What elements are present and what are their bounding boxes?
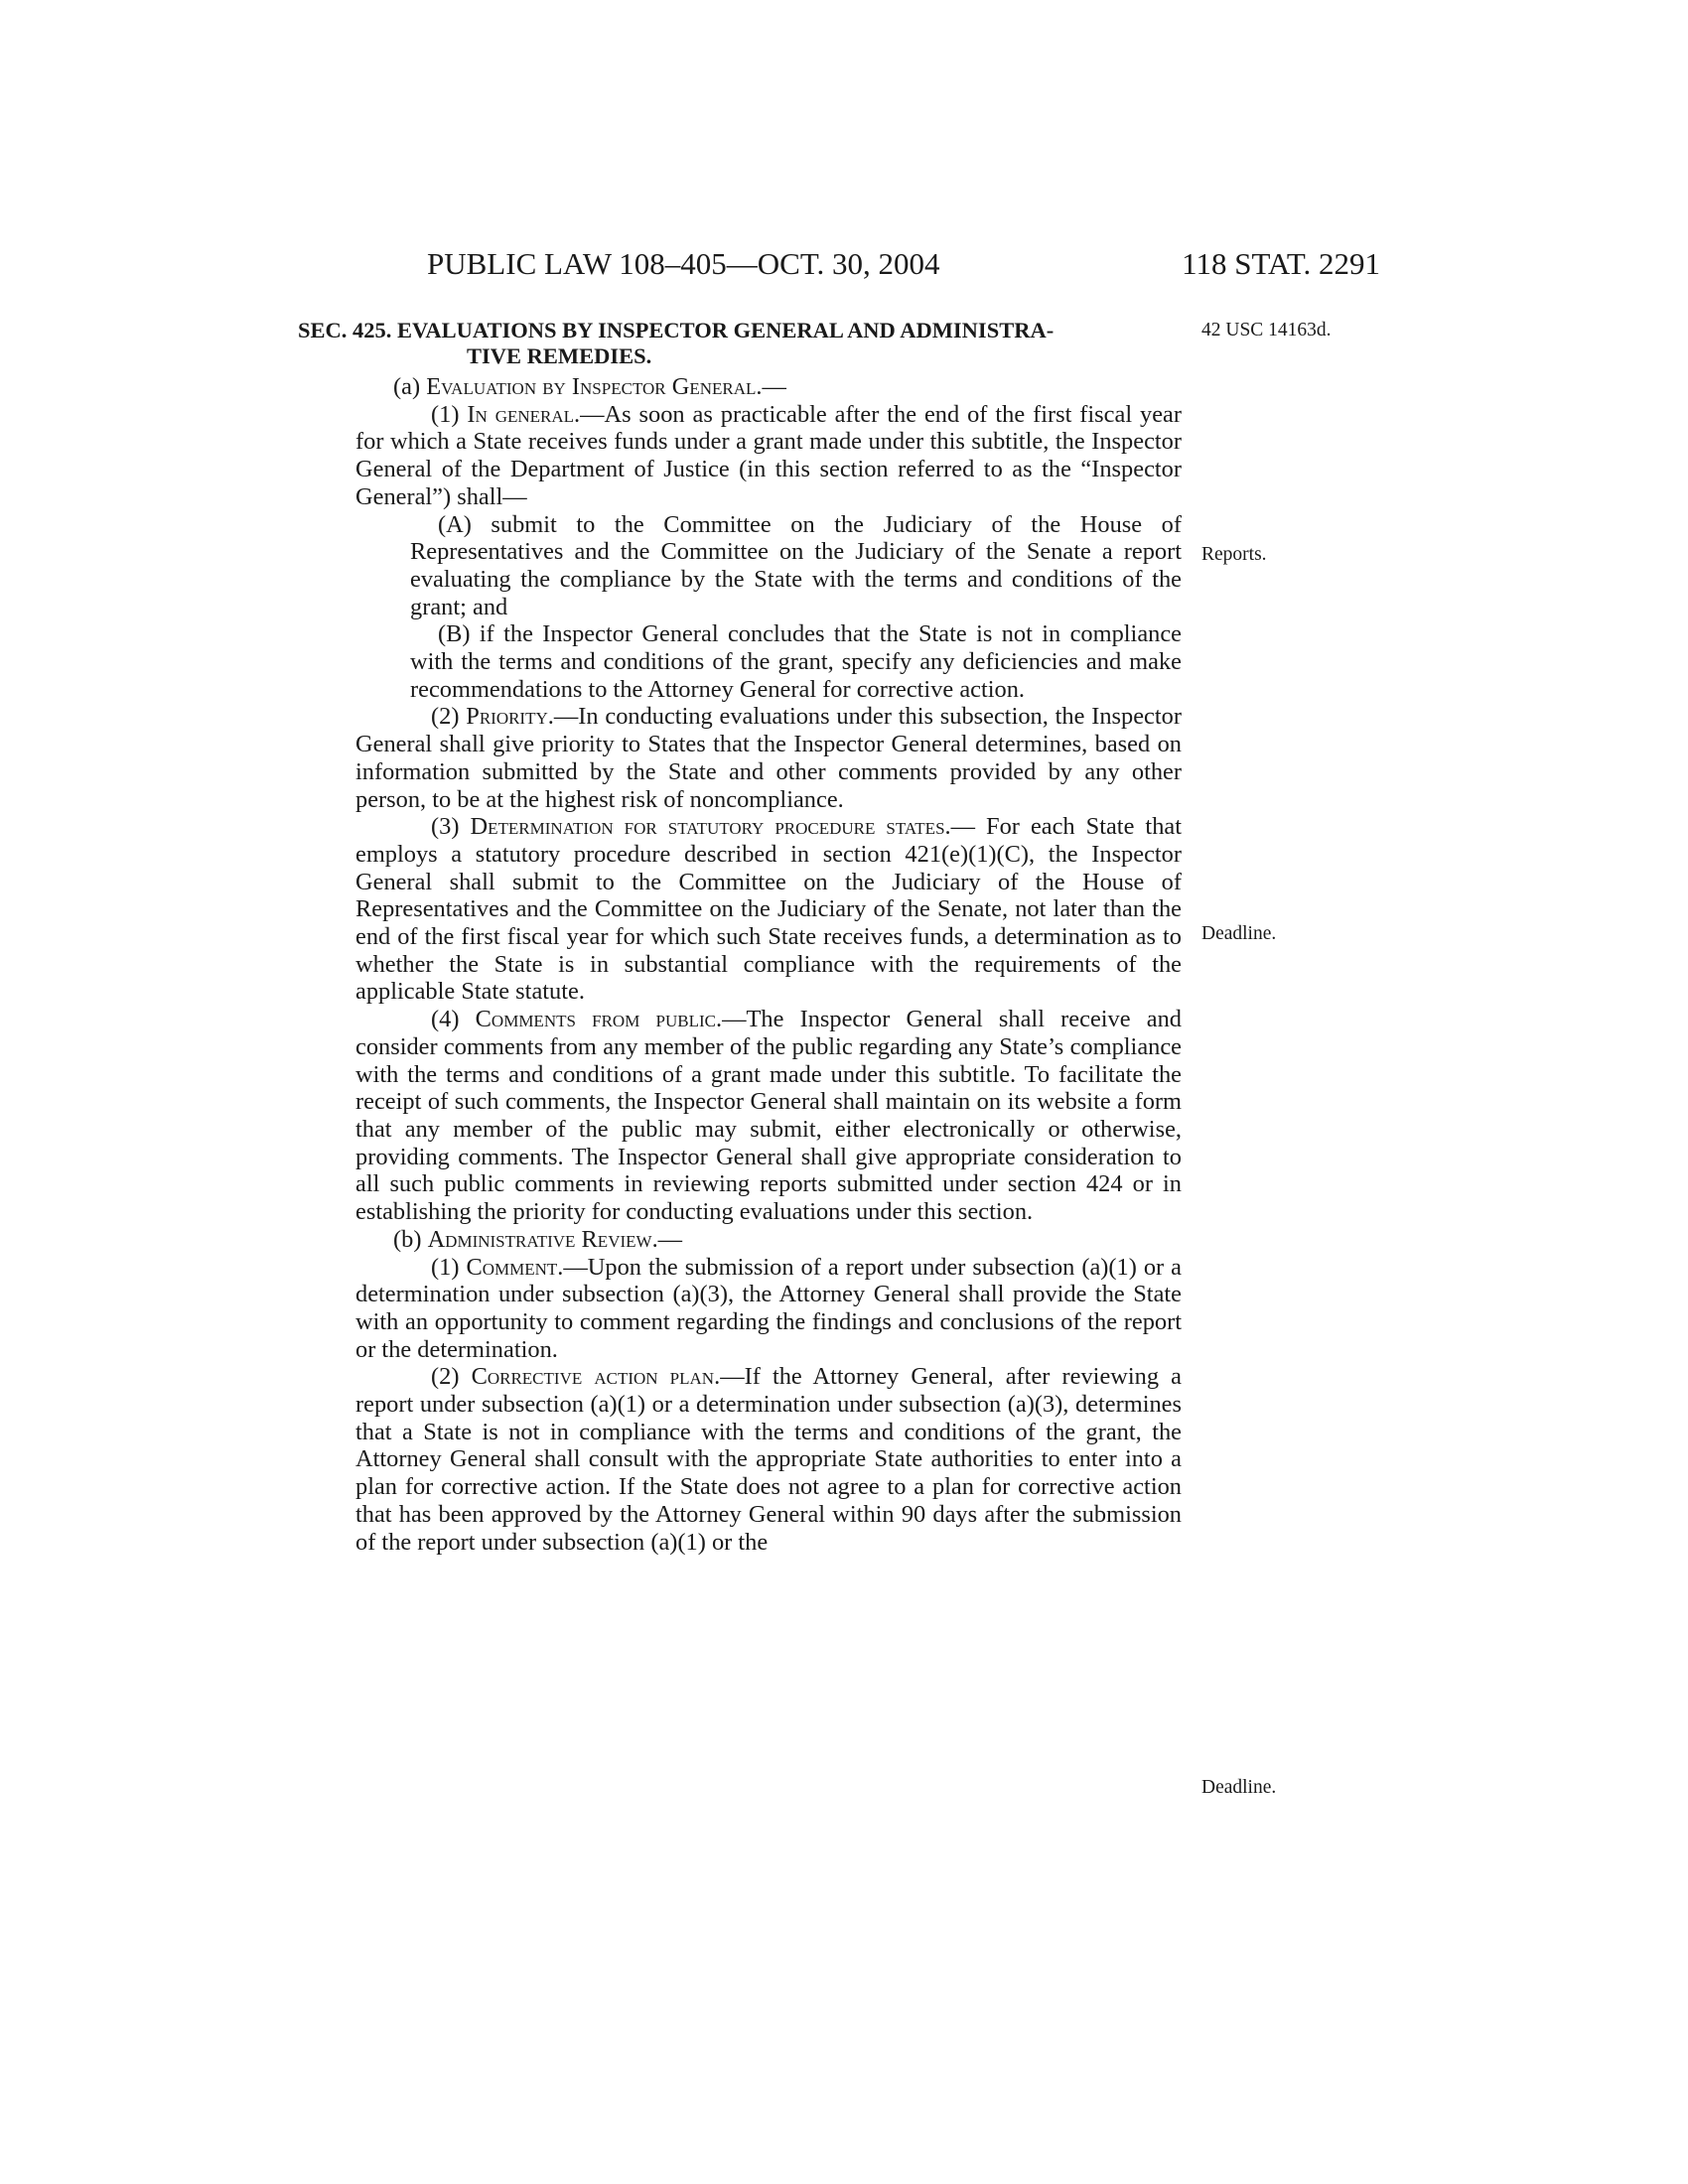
margin-note-usc: 42 USC 14163d.	[1201, 320, 1332, 341]
paragraph-a4: (4) Comments from public.—The Inspector General shall receive and consider comments from any member of the public regarding any State’s compliance with the terms and conditions of a grant made under this subtitle. To facilitate the receipt of such comments, the Inspector General shall maintain on its website a form that any member of the public may submit, either electronically or otherwise, providing comments. The Inspector General shall give appropriate consideration to all such public comments in reviewing reports submitted under section 424 or in establishing the priority for conducting evaluations under this section.	[355, 1006, 1182, 1226]
subparagraph-a1-B: (B) if the Inspector General concludes that the State is not in compliance with the terms and conditions of the grant, specify any deficiencies and make recommendations to the Attorney General for corrective action.	[410, 620, 1182, 703]
margin-note-deadline: Deadline.	[1201, 923, 1277, 944]
public-law-citation: PUBLIC LAW 108–405—OCT. 30, 2004	[427, 246, 940, 281]
section-title-line-2: TIVE REMEDIES.	[467, 343, 652, 368]
margin-note-deadline: Deadline.	[1201, 1777, 1277, 1798]
subsection-b-heading: (b) Administrative Review.—	[393, 1225, 683, 1253]
statute-page-number: 118 STAT. 2291	[1182, 246, 1380, 281]
section-heading	[298, 318, 1182, 369]
page-header	[427, 246, 1380, 286]
section-body	[355, 373, 1182, 1556]
paragraph-a3: (3) Determination for statutory procedure states.— For each State that employs a statutory procedure described in section 421(e)(1)(C), the Inspector General shall submit to the Committee on the Judiciary of the House of Representatives and the Committee on the Judiciary of the Senate, not later than the end of the first fiscal year for which such State receives funds, a determination as to whether the State is in substantial compliance with the requirements of the applicable State statute.	[355, 813, 1182, 1006]
paragraph-a2: (2) Priority.—In conducting evaluations under this subsection, the Inspector General shall give priority to States that the Inspector General determines, based on information submitted by the State and other comments provided by any other person, to be at the highest risk of noncompliance.	[355, 703, 1182, 813]
paragraph-b2: (2) Corrective action plan.—If the Attorney General, after reviewing a report under subsection (a)(1) or a determination under subsection (a)(3), determines that a State is not in compliance with the terms and conditions of the grant, the Attorney General shall consult with the appropriate State authorities to enter into a plan for corrective action. If the State does not agree to a plan for corrective action that has been approved by the Attorney General within 90 days after the submission of the report under subsection (a)(1) or the	[355, 1363, 1182, 1556]
paragraph-b1: (1) Comment.—Upon the submission of a report under subsection (a)(1) or a determination under subsection (a)(3), the Attorney General shall provide the State with an opportunity to comment regarding the findings and conclusions of the report or the determination.	[355, 1253, 1182, 1363]
margin-note-reports: Reports.	[1201, 544, 1267, 565]
section-title-line-1: SEC. 425. EVALUATIONS BY INSPECTOR GENERAL AND ADMINISTRA-	[298, 318, 1055, 342]
subparagraph-a1-A: (A) submit to the Committee on the Judiciary of the House of Representatives and the Committee on the Judiciary of the Senate a report evaluating the compliance by the State with the terms and conditions of the grant; and	[410, 510, 1182, 620]
paragraph-a1: (1) In general.—As soon as practicable after the end of the first fiscal year for which a State receives funds under a grant made under this subtitle, the Inspector General of the Department of Justice (in this section referred to as the “Inspector General”) shall—	[355, 400, 1182, 510]
subsection-a-heading: (a) Evaluation by Inspector General.—	[393, 373, 786, 400]
